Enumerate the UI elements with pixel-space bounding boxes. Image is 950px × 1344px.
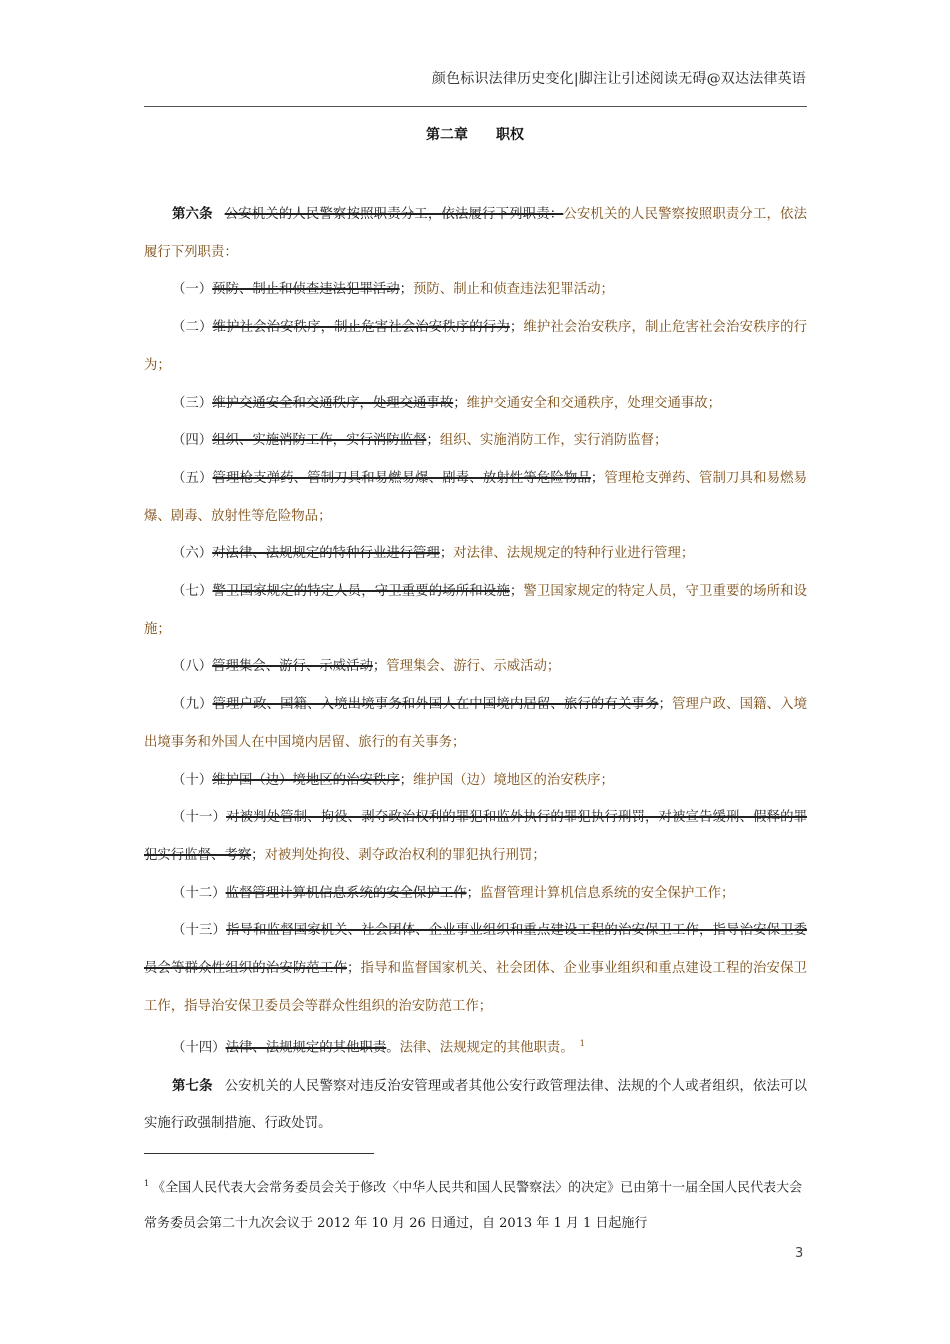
page-number: 3 — [795, 1246, 804, 1261]
separator: ； — [466, 885, 480, 901]
article-6-item-14 — [144, 1025, 807, 1067]
article-7 — [144, 1068, 807, 1143]
inserted-text: 管理枪支弹药、管制刀具和易燃易爆、剧毒、放射性等危险物品； — [144, 470, 808, 524]
deleted-text: 法律、法规规定的其他职责 — [225, 1040, 387, 1056]
deleted-text: 管理枪支弹药、管制刀具和易燃易爆、剧毒、放射性等危险物品 — [212, 470, 591, 486]
separator: ； — [439, 546, 454, 562]
inserted-text: 维护社会治安秩序，制止危害社会治安秩序的行为； — [144, 320, 808, 373]
article-6-item-12 — [144, 875, 807, 913]
item-number: （四） — [172, 433, 213, 449]
inserted-text: 警卫国家规定的特定人员，守卫重要的场所和设施； — [144, 584, 808, 637]
deleted-text: 警卫国家规定的特定人员，守卫重要的场所和设施 — [212, 584, 510, 600]
chapter-heading — [0, 124, 950, 144]
article-6-item-6 — [144, 535, 807, 573]
item-number: （九） — [172, 697, 213, 713]
deleted-text: 监督管理计算机信息系统的安全保护工作 — [225, 885, 467, 901]
separator: ； — [251, 847, 265, 863]
footnote-reference[interactable]: 1 — [579, 1039, 585, 1049]
article-6-item-13 — [144, 912, 807, 1025]
document-body — [144, 196, 807, 1143]
deleted-text: 管理集会、游行、示威活动 — [212, 659, 373, 675]
item-number: （十三） — [172, 923, 227, 939]
item-number: （十四） — [172, 1040, 226, 1056]
inserted-text: 管理集会、游行、示威活动； — [386, 659, 561, 675]
deleted-text: 管理户政、国籍、入境出境事务和外国人在中国境内居留、旅行的有关事务 — [212, 697, 659, 713]
deleted-text: 组织、实施消防工作，实行消防监督 — [212, 433, 427, 449]
separator: ； — [426, 433, 440, 449]
article-6-item-4 — [144, 422, 807, 460]
separator: ； — [590, 470, 605, 486]
item-number: （七） — [172, 584, 213, 600]
item-number: （十） — [172, 772, 213, 788]
deleted-text: 预防、制止和侦查违法犯罪活动 — [212, 282, 400, 298]
article-6-item-10 — [144, 762, 807, 800]
chapter-number: 第二章 — [426, 127, 468, 143]
separator: 。 — [386, 1040, 400, 1056]
inserted-text: 维护交通安全和交通秩序，处理交通事故； — [466, 395, 722, 411]
inserted-text: 监督管理计算机信息系统的安全保护工作； — [479, 885, 735, 901]
deleted-text: 维护交通安全和交通秩序，处理交通事故 — [212, 395, 454, 411]
article-6-item-5 — [144, 460, 807, 535]
footnote-divider — [144, 1153, 374, 1154]
article-6-intro — [144, 196, 807, 271]
inserted-text: 对被判处拘役、剥夺政治权利的罪犯执行刑罚； — [264, 847, 546, 863]
inserted-text: 管理户政、国籍、入境出境事务和外国人在中国境内居留、旅行的有关事务； — [144, 697, 808, 750]
footnote — [144, 1166, 807, 1242]
deleted-text: 维护社会治安秩序，制止危害社会治安秩序的行为 — [212, 320, 510, 336]
item-number: （一） — [172, 282, 213, 298]
inserted-text: 公安机关的人民警察按照职责分工，依法履行下列职责： — [144, 207, 807, 260]
article-6-item-1 — [144, 271, 807, 309]
inserted-text: 指导和监督国家机关、社会团体、企业事业组织和重点建设工程的治安保卫工作，指导治安保卫委员会等群众性组织的治安防范工作； — [144, 961, 808, 1014]
inserted-text: 法律、法规规定的其他职责。 — [399, 1040, 574, 1056]
inserted-text: 组织、实施消防工作，实行消防监督； — [439, 433, 668, 449]
separator: ； — [453, 395, 467, 411]
chapter-title: 职权 — [496, 127, 524, 143]
deleted-text: 维护国（边）境地区的治安秩序 — [212, 772, 400, 788]
item-number: （三） — [172, 395, 213, 411]
article-text: 公安机关的人民警察对违反治安管理或者其他公安行政管理法律、法规的个人或者组织，依法可以实施行政强制措施、行政处罚。 — [144, 1078, 807, 1132]
article-6-item-9 — [144, 686, 807, 761]
deleted-text: 公安机关的人民警察按照职责分工，依法履行下列职责： — [224, 207, 564, 222]
inserted-text: 维护国（边）境地区的治安秩序； — [413, 772, 614, 788]
separator: ； — [509, 320, 524, 336]
separator: ； — [399, 282, 414, 298]
separator: ； — [509, 584, 524, 600]
deleted-text: 对被判处管制、拘役、剥夺政治权利的罪犯和监外执行的罪犯执行刑罚，对被宣告缓刑、假释的罪犯实行监督、考察 — [144, 810, 808, 863]
article-6-item-8 — [144, 648, 807, 686]
inserted-text: 预防、制止和侦查违法犯罪活动； — [413, 282, 614, 298]
item-number: （五） — [172, 470, 213, 486]
article-6-item-2 — [144, 309, 807, 384]
separator: ； — [372, 659, 387, 675]
item-number: （十一） — [172, 810, 227, 826]
deleted-text: 指导和监督国家机关、社会团体、企业事业组织和重点建设工程的治安保卫工作，指导治安保卫委员会等群众性组织的治安防范工作 — [144, 923, 808, 977]
article-label: 第七条 — [172, 1077, 213, 1094]
inserted-text: 对法律、法规规定的特种行业进行管理； — [453, 546, 695, 562]
item-number: （十二） — [172, 885, 226, 901]
item-number: （八） — [172, 659, 213, 675]
footnote-mark: 1 — [144, 1179, 150, 1188]
item-number: （二） — [172, 320, 213, 336]
footnote-text: 《全国人民代表大会常务委员会关于修改〈中华人民共和国人民警察法〉的决定》已由第十一届全国人民代表大会常务委员会第二十九次会议于 2012 年 10 月 26 日通过，自 2013 年 1 月 1 日起施行 — [144, 1180, 803, 1232]
deleted-text: 对法律、法规规定的特种行业进行管理 — [212, 546, 440, 562]
article-6-item-3 — [144, 385, 807, 423]
running-header: 颜色标识法律历史变化|脚注让引述阅读无碍@双达法律英语 — [431, 71, 806, 87]
item-number: （六） — [172, 546, 213, 562]
article-6-item-7 — [144, 573, 807, 648]
separator: ； — [347, 961, 361, 977]
separator: ； — [399, 772, 414, 788]
article-label: 第六条 — [172, 206, 213, 222]
separator: ； — [658, 697, 672, 713]
article-6-item-11 — [144, 799, 807, 874]
header-divider — [144, 106, 807, 107]
